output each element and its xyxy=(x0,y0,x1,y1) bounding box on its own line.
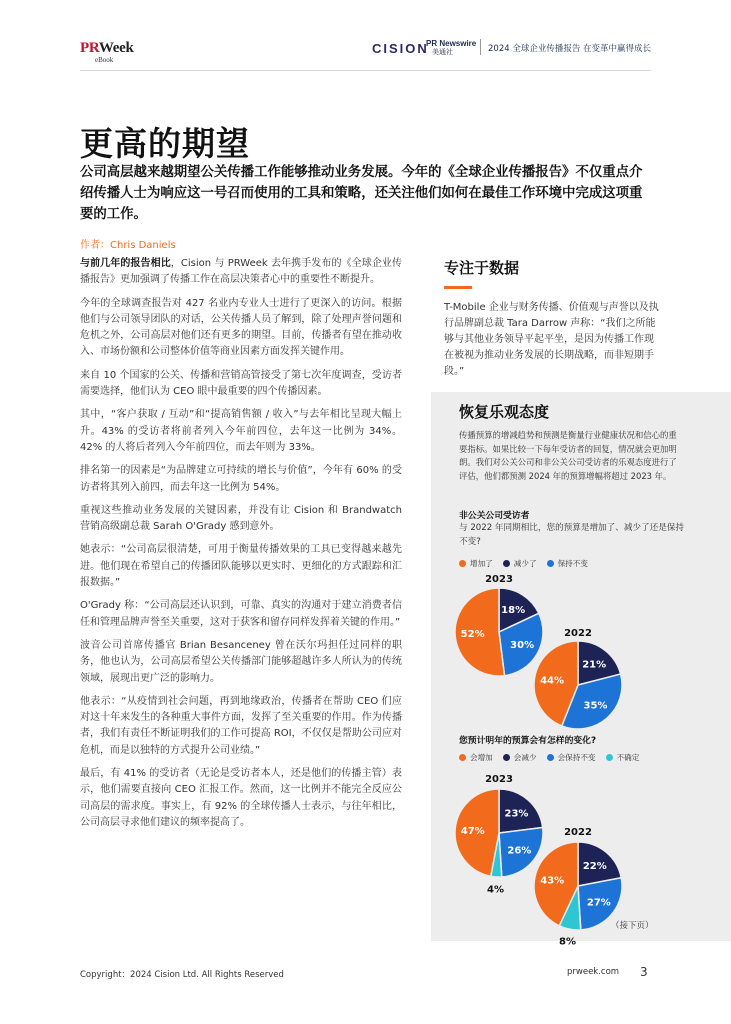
header-rule xyxy=(80,70,651,71)
pie-data-label: 18% xyxy=(501,605,526,617)
pie-data-label: 4% xyxy=(486,884,504,896)
report-title: 2024 全球企业传播报告 在变革中赢得成长 xyxy=(488,44,652,54)
pie-year-label: 2023 xyxy=(485,574,513,585)
pie-data-label: 22% xyxy=(582,861,607,873)
prnewswire-name: PR Newswire xyxy=(426,39,477,48)
heading-accent-bar xyxy=(444,286,472,289)
author-byline: 作者：Chris Daniels xyxy=(80,240,176,251)
pie-year-label: 2023 xyxy=(485,774,513,785)
body-paragraph: 排名第一的因素是“为品牌建立可持续的增长与价值”，今年有 60% 的受访者将其列入前四，而去年这一比例为 54%。 xyxy=(80,465,402,493)
page-number: 3 xyxy=(640,965,648,979)
prweek-logo-pr: PR xyxy=(80,40,99,56)
pie-data-label: 35% xyxy=(583,700,608,712)
legend-label: 不确定 xyxy=(616,753,640,762)
sidebar-quote: T-Mobile 企业与财务传播、价值观与声誉以及执行品牌副总裁 Tara Darrow 声称：“我们之所能够与其他业务领导平起平坐，是因为传播工作现在被视为推动业务发展的长期战略，而非短期手段。” xyxy=(444,302,659,377)
body-paragraph: 最后，有 41% 的受访者（无论是受访者本人，还是他们的传播主管）表示，他们需要直接向 CEO 汇报工作。然而，这一比例并不能完全反应公司高层的需求度。事实上，有 92% 的全球传播人士表示，与往年相比，公司高层寻求他们建议的频率提高了。 xyxy=(80,768,402,828)
respondent-group-label: 非公关公司受访者 xyxy=(459,511,530,521)
article-body xyxy=(80,256,402,838)
body-paragraph: O'Grady 称：“公司高层还认识到，可靠、真实的沟通对于建立消费者信任和管理品牌声誉至关重要，这对于获客和留存同样发挥着关键的作用。” xyxy=(80,600,402,628)
pie-data-label: 44% xyxy=(540,675,565,687)
pie-data-label: 23% xyxy=(504,808,529,820)
legend-label: 保持不变 xyxy=(557,559,588,568)
body-paragraph: 来自 10 个国家的公关、传播和营销高管接受了第七次年度调查，受访者需要选择，他们认为 CEO 眼中最重要的四个传播因素。 xyxy=(80,369,402,398)
pie-data-label: 21% xyxy=(582,659,607,671)
pie-data-label: 27% xyxy=(586,897,611,909)
body-paragraph: 他表示：“从疫情到社会问题，再到地缘政治，传播者在帮助 CEO 们应对这十年来发生的各种重大事件方面，发挥了至关重要的作用。作为传播者，我们有责任不断证明我们的工作可提高 ROI，不仅仅是帮助公司应对危机，而是以独特的方式提升公司业绩。” xyxy=(80,695,402,756)
pie-data-label: 26% xyxy=(507,845,532,857)
legend-label: 会减少 xyxy=(513,753,537,762)
body-paragraph-text: ，Cision 与 PRWeek 去年携手发布的《全球企业传播报告》更加强调了传播工作在高层决策者心中的重要性不断提升。 xyxy=(80,258,403,286)
pie-data-label: 30% xyxy=(510,640,535,652)
panel-intro: 传播预算的增减趋势和预测是衡量行业健康状况和信心的重要指标。如果比较一下每年受访者的回复，情况就会更加明朗。我们对公关公司和非公关公司受访者的乐观态度进行了评估，他们都预测 2024 年的预算增幅将超过 2023 年。 xyxy=(459,430,677,481)
prnewswire-logo xyxy=(426,39,476,57)
page-header xyxy=(0,32,731,72)
prweek-logo-week: Week xyxy=(98,40,134,56)
header-divider xyxy=(480,39,481,55)
legend-label: 会增加 xyxy=(470,753,493,762)
cision-logo: CISION xyxy=(372,41,429,56)
pie-data-label: 43% xyxy=(540,875,565,887)
question-1: 与 2022 年同期相比，您的预算是增加了、减少了还是保持不变? xyxy=(459,523,684,547)
prweek-logo xyxy=(80,40,134,57)
question-2: 您预计明年的预算会有怎样的变化? xyxy=(459,736,597,746)
pie-year-label: 2022 xyxy=(564,827,592,838)
pie-data-label: 8% xyxy=(559,936,576,948)
footer-site: prweek.com xyxy=(567,967,620,977)
lead-paragraph: 公司高层越来越期望公关传播工作能够推动业务发展。今年的《全球企业传播报告》不仅重点介绍传播人士为响应这一号召而使用的工具和策略，还关注他们如何在最佳工作环境中完成这项重要的工作。 xyxy=(80,165,643,222)
panel-title: 恢复乐观态度 xyxy=(459,403,550,421)
prnewswire-cn: 美通社 xyxy=(432,49,453,56)
page-title: 更高的期望 xyxy=(80,124,250,163)
body-paragraph: 她表示：“公司高层很清楚，可用于衡量传播效果的工具已变得越来越先进。他们现在希望自己的传播团队能够以更实时、更细化的方式跟踪和汇报数据。” xyxy=(80,544,402,589)
ebook-label: eBook xyxy=(95,56,114,64)
copyright: Copyright：2024 Cision Ltd. All Rights Reserved xyxy=(80,970,284,980)
pie-year-label: 2022 xyxy=(564,628,592,639)
body-paragraph: 其中，“客户获取 / 互动”和“提高销售额 / 收入”与去年相比呈现大幅上升。43% 的受访者将前者列入今年前四位，去年这一比例为 34%。42% 的人将后者列入今年前四位，而去年则为 33%。 xyxy=(80,409,402,453)
legend-label: 会保持不变 xyxy=(557,753,596,762)
pie-data-label: 47% xyxy=(460,826,485,838)
legend-label: 增加了 xyxy=(470,559,493,568)
body-paragraph: 重视这些推动业务发展的关键因素，并没有让 Cision 和 Brandwatch 营销高级副总裁 Sarah O'Grady 感到意外。 xyxy=(80,504,402,533)
body-paragraph: 波音公司首席传播官 Brian Besanceney 曾在沃尔玛担任过同样的职务，他也认为，公司高层希望公关传播部门能够超越许多人所认为的传统领域，展现出更广泛的影响力。 xyxy=(80,639,402,684)
body-paragraph xyxy=(80,256,402,289)
body-lead-in: 与前几年的报告相比 xyxy=(80,258,171,269)
legend-label: 减少了 xyxy=(513,559,537,568)
body-paragraph: 今年的全球调查报告对 427 名业内专业人士进行了更深入的访问。根据他们与公司领导团队的对话，公关传播人员了解到，除了处理声誉问题和危机之外，公司高层对他们还有更多的期望。目前，传播者有望在推动收入、市场份额和公司整体价值等商业因素方面发挥关键作用。 xyxy=(80,297,402,358)
pie-data-label: 52% xyxy=(460,629,485,641)
sidebar-heading: 专注于数据 xyxy=(444,259,520,277)
continued-note: （接下页） xyxy=(611,921,654,931)
